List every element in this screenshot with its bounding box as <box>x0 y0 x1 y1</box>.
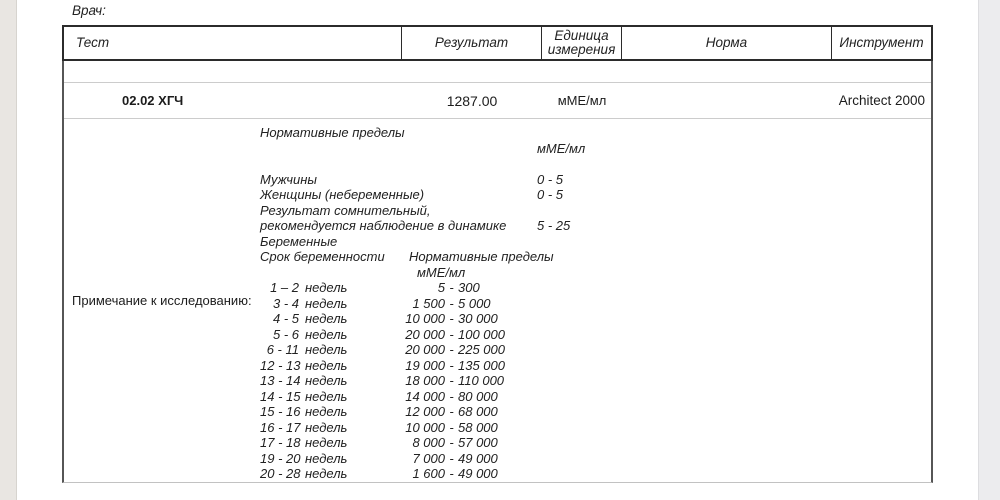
header-cell-instrument: Инструмент <box>839 34 924 50</box>
range-to: 110 000 <box>458 373 505 388</box>
weeks-range: 16 - 17 <box>260 419 301 435</box>
pregnancy-row <box>260 451 931 467</box>
pregnancy-row <box>260 342 931 358</box>
range-to: 57 000 <box>458 435 498 450</box>
pregnancy-row <box>260 466 931 482</box>
doctor-label: Врач: <box>72 3 106 18</box>
range-from: 12 000 <box>405 404 445 419</box>
weeks-unit: недель <box>305 419 348 435</box>
range-from: 18 000 <box>405 373 445 388</box>
weeks-range: 5 - 6 <box>272 326 299 342</box>
pregnancy-rows <box>260 280 931 482</box>
doubtful-line1: Результат сомнительный, <box>260 202 431 218</box>
result-test-name: 02.02 ХГЧ <box>122 93 184 108</box>
blank-line <box>260 156 931 172</box>
range-to: 5 000 <box>458 295 491 311</box>
right-margin-strip <box>978 0 1000 500</box>
header-cell-unit: Единица измерения <box>542 27 622 59</box>
header-cell-test: Тест <box>64 27 402 59</box>
range-to: 30 000 <box>458 311 498 326</box>
pregnancy-col-limits-unit: мМЕ/мл <box>417 264 466 280</box>
notes-content <box>260 119 931 482</box>
weeks-unit: недель <box>305 435 348 450</box>
result-instrument: Architect 2000 <box>838 93 925 108</box>
notes-row <box>64 119 931 482</box>
weeks-range: 3 - 4 <box>272 295 299 311</box>
weeks-unit: недель <box>305 450 348 466</box>
range-to: 68 000 <box>458 404 498 419</box>
doubtful-line2: рекомендуется наблюдение в динамике <box>260 218 507 233</box>
pregnancy-row <box>260 404 931 420</box>
range-from: 7 000 <box>412 450 445 466</box>
weeks-unit: недель <box>305 404 348 419</box>
doubtful-value: 5 - 25 <box>537 218 571 233</box>
weeks-range: 17 - 18 <box>260 435 301 450</box>
empty-row <box>64 61 931 83</box>
range-to: 49 000 <box>458 466 498 481</box>
weeks-unit: недель <box>305 280 348 295</box>
table-header-row <box>62 25 933 61</box>
range-from: 10 000 <box>405 419 445 435</box>
range-from: 5 <box>437 280 445 295</box>
results-table <box>62 25 933 483</box>
weeks-unit: недель <box>305 295 348 311</box>
weeks-range: 14 - 15 <box>260 388 301 404</box>
range-from: 1 600 <box>412 466 445 481</box>
weeks-range: 1 – 2 <box>270 280 299 295</box>
range-separator: - <box>449 466 454 481</box>
pregnancy-row <box>260 327 931 343</box>
pregnancy-col-limits: Нормативные пределы <box>409 249 554 264</box>
weeks-unit: недель <box>305 311 348 326</box>
pregnancy-col-term: Срок беременности <box>260 249 385 264</box>
result-row <box>64 83 931 119</box>
range-from: 20 000 <box>405 326 445 342</box>
table-body <box>62 61 933 483</box>
notes-label: Примечание к исследованию: <box>72 292 252 308</box>
weeks-unit: недель <box>305 357 348 373</box>
range-to: 225 000 <box>458 342 505 357</box>
weeks-range: 20 - 28 <box>260 466 301 481</box>
weeks-range: 12 - 13 <box>260 357 301 373</box>
range-to: 49 000 <box>458 450 498 466</box>
range-from: 10 000 <box>405 311 445 326</box>
range-to: 300 <box>458 280 480 295</box>
men-label: Мужчины <box>260 171 317 187</box>
pregnancy-row <box>260 358 931 374</box>
weeks-unit: недель <box>305 388 348 404</box>
pregnancy-row <box>260 280 931 296</box>
weeks-range: 4 - 5 <box>272 311 299 326</box>
range-separator: - <box>449 342 454 357</box>
range-to: 100 000 <box>458 326 505 342</box>
range-separator: - <box>449 311 454 326</box>
range-separator: - <box>449 280 454 295</box>
range-to: 58 000 <box>458 419 498 435</box>
range-separator: - <box>449 326 454 342</box>
range-to: 135 000 <box>458 357 505 373</box>
range-to: 80 000 <box>458 388 498 404</box>
weeks-range: 13 - 14 <box>260 373 301 388</box>
weeks-unit: недель <box>305 326 348 342</box>
range-separator: - <box>449 295 454 311</box>
limits-unit: мМЕ/мл <box>537 140 586 156</box>
weeks-range: 19 - 20 <box>260 450 301 466</box>
range-separator: - <box>449 450 454 466</box>
range-from: 19 000 <box>405 357 445 373</box>
weeks-unit: недель <box>305 466 348 481</box>
result-value: 1287.00 <box>446 92 498 109</box>
range-from: 8 000 <box>412 435 445 450</box>
pregnancy-row <box>260 420 931 436</box>
left-margin-strip <box>0 0 17 500</box>
women-value: 0 - 5 <box>537 187 564 202</box>
pregnancy-row <box>260 389 931 405</box>
header-cell-result: Результат <box>402 27 542 59</box>
weeks-range: 6 - 11 <box>266 342 299 357</box>
result-unit: мМЕ/мл <box>557 93 607 108</box>
men-value: 0 - 5 <box>537 171 564 187</box>
range-separator: - <box>449 404 454 419</box>
range-separator: - <box>449 357 454 373</box>
limits-title: Нормативные пределы <box>260 125 405 140</box>
pregnancy-row <box>260 435 931 451</box>
pregnant-label: Беременные <box>260 233 338 249</box>
women-label: Женщины (небеременные) <box>260 187 425 202</box>
pregnancy-row <box>260 311 931 327</box>
pregnancy-row <box>260 296 931 312</box>
weeks-unit: недель <box>305 342 348 357</box>
weeks-unit: недель <box>305 373 348 388</box>
range-separator: - <box>449 435 454 450</box>
weeks-range: 15 - 16 <box>260 404 301 419</box>
range-separator: - <box>449 388 454 404</box>
header-cell-norm: Норма <box>622 27 832 59</box>
pregnancy-row <box>260 373 931 389</box>
range-from: 1 500 <box>412 295 445 311</box>
range-from: 20 000 <box>405 342 445 357</box>
range-from: 14 000 <box>405 388 445 404</box>
range-separator: - <box>449 373 454 388</box>
range-separator: - <box>449 419 454 435</box>
